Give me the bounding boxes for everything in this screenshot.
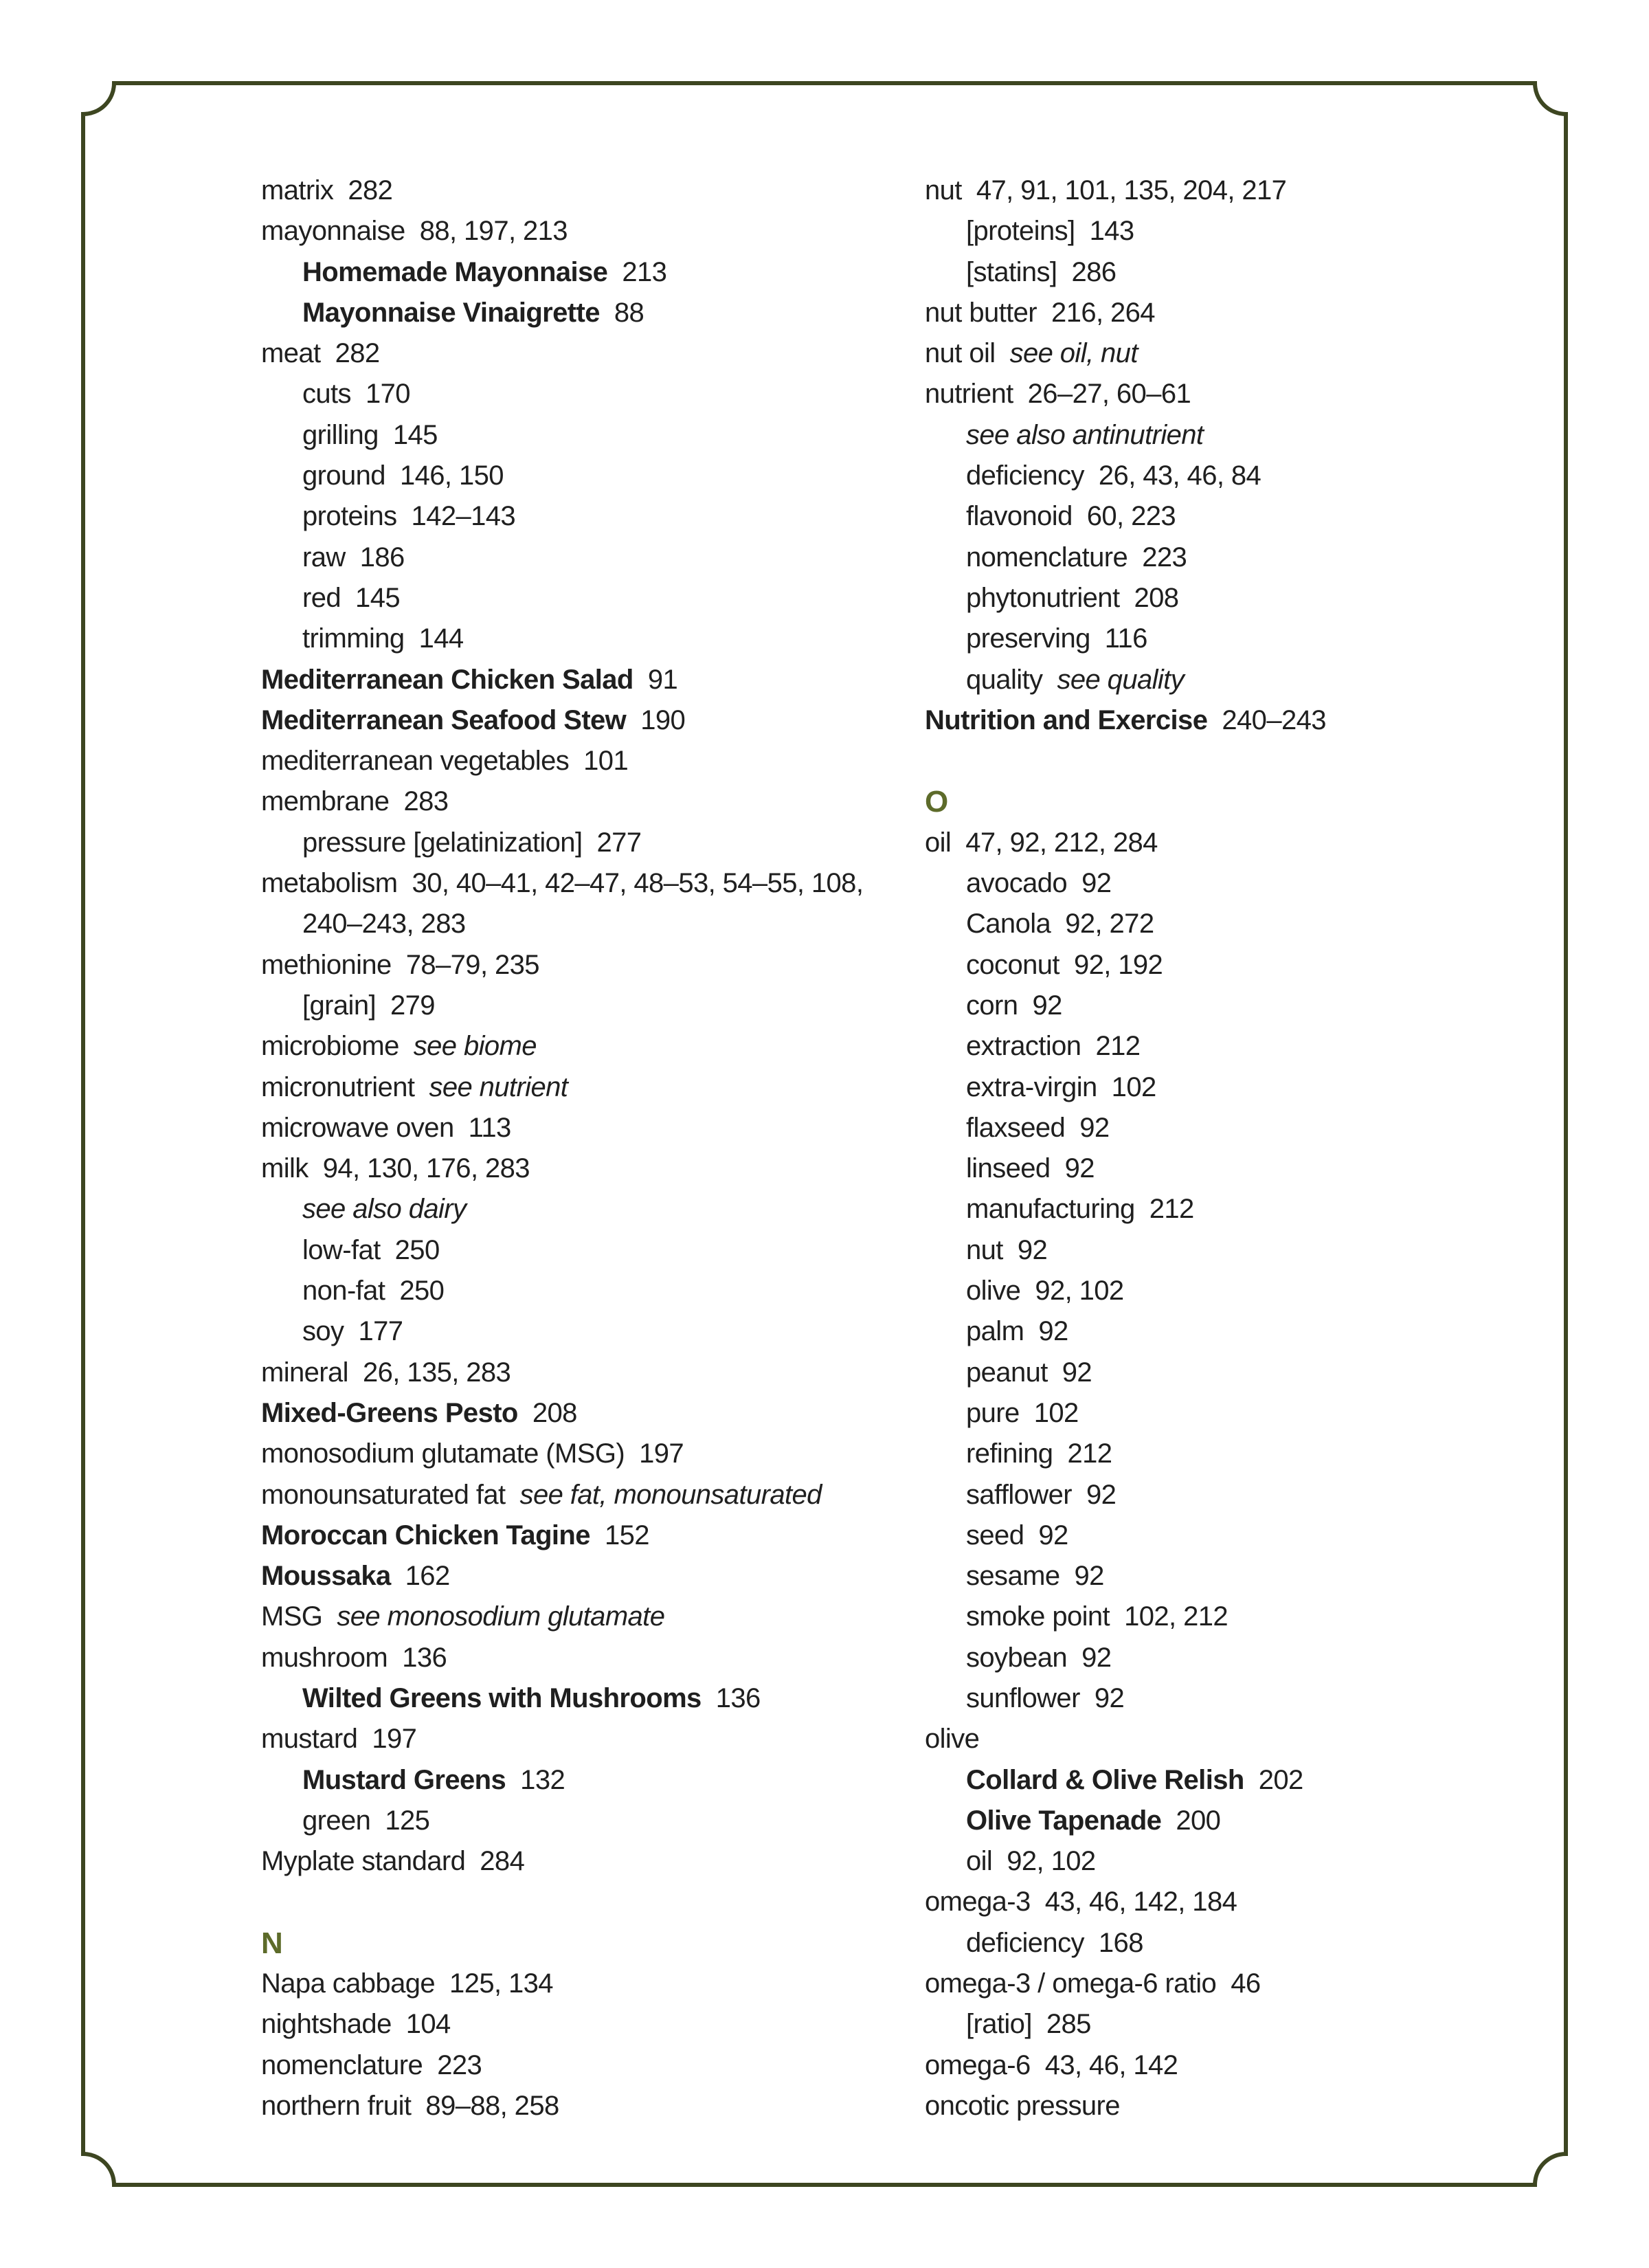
index-subentry (925, 1026, 1584, 1067)
page-references: 92 (1062, 1357, 1092, 1388)
index-subentry (925, 578, 1584, 619)
page-references: 284 (480, 1846, 525, 1877)
index-subentry (261, 1189, 921, 1230)
entry-term: mayonnaise (261, 216, 405, 247)
entry-term: Collard & Olive Relish (966, 1764, 1244, 1795)
index-subentry (261, 496, 921, 537)
entry-term: mineral (261, 1357, 348, 1388)
index-subentry (925, 456, 1584, 496)
page-references: 177 (358, 1316, 403, 1347)
index-entry (261, 1964, 921, 2004)
index-entry (261, 741, 921, 781)
page-references: 101 (583, 746, 629, 777)
page-references: 92, 102 (1007, 1846, 1096, 1877)
index-entry (261, 863, 921, 945)
index-subentry (925, 496, 1584, 537)
entry-term: cuts (302, 379, 351, 410)
page-references: 223 (1142, 542, 1187, 572)
entry-term: seed (966, 1520, 1024, 1550)
page-references: 92 (1081, 1642, 1112, 1673)
index-subentry (925, 1393, 1584, 1434)
page-references: 146, 150 (399, 460, 504, 491)
entry-term: proteins (302, 501, 397, 532)
page-references: 46 (1231, 1968, 1261, 1999)
page-references: 92 (1017, 1234, 1048, 1265)
entry-term: northern fruit (261, 2090, 412, 2121)
page-references: 92 (1081, 868, 1112, 899)
index-subentry (261, 1311, 921, 1352)
page-references: 250 (399, 1276, 445, 1307)
index-subentry (925, 1067, 1584, 1108)
index-subentry (925, 1923, 1584, 1964)
index-subentry (925, 1353, 1584, 1393)
index-entry (925, 700, 1584, 741)
entry-term: quality (966, 664, 1043, 695)
entry-term: nightshade (261, 2009, 392, 2040)
page-references: 104 (405, 2009, 451, 2040)
entry-term: omega-3 / omega-6 ratio (925, 1968, 1217, 1999)
entry-term: Mediterranean Chicken Salad (261, 664, 633, 695)
index-subentry (261, 1760, 921, 1801)
index-subentry (925, 2004, 1584, 2045)
page-references: 92 (1094, 1682, 1125, 1713)
entry-term: mediterranean vegetables (261, 746, 570, 777)
index-subentry (261, 537, 921, 578)
index-entry (261, 1597, 921, 1637)
page-references: 136 (715, 1682, 761, 1713)
index-entry (261, 1434, 921, 1474)
index-entry (261, 170, 921, 211)
entry-term: sunflower (966, 1682, 1080, 1713)
entry-term: see also antinutrient (966, 419, 1204, 450)
page-references: 197 (639, 1438, 684, 1469)
page-references: 78–79, 235 (405, 949, 539, 980)
entry-term: membrane (261, 786, 390, 817)
index-subentry (925, 415, 1584, 456)
page-references: 282 (348, 175, 393, 205)
page-references: 212 (1067, 1438, 1112, 1469)
section-letter-heading: N (261, 1926, 283, 1960)
index-subentry (925, 252, 1584, 293)
page-references: 89–88, 258 (425, 2090, 559, 2121)
entry-term: coconut (966, 949, 1059, 980)
entry-term: metabolism (261, 868, 398, 899)
page-references: 43, 46, 142 (1044, 2049, 1178, 2080)
page-references: 92, 272 (1065, 909, 1154, 940)
page-references: 208 (1134, 582, 1179, 613)
cross-reference: see fat, monounsaturated (519, 1479, 822, 1510)
index-subentry (261, 1230, 921, 1271)
entry-term: micronutrient (261, 1071, 415, 1102)
index-entry (261, 211, 921, 252)
index-entry (925, 1882, 1584, 1922)
entry-term: monounsaturated fat (261, 1479, 506, 1510)
entry-term: refining (966, 1438, 1053, 1469)
entry-term: [statins] (966, 256, 1057, 287)
page-references: 202 (1258, 1764, 1303, 1795)
index-subentry (261, 252, 921, 293)
index-subentry (261, 293, 921, 333)
entry-term: nut (966, 1234, 1003, 1265)
index-subentry (925, 986, 1584, 1026)
index-entry (925, 333, 1584, 374)
entry-term: palm (966, 1316, 1024, 1347)
index-subentry (925, 1271, 1584, 1311)
index-entry (261, 1026, 921, 1067)
entry-term: Canola (966, 909, 1051, 940)
entry-term: oil (925, 827, 952, 858)
index-subentry (925, 1108, 1584, 1148)
page-references: 91 (647, 664, 678, 695)
index-subentry (925, 1148, 1584, 1189)
entry-term: mushroom (261, 1642, 388, 1673)
page-references: 92 (1086, 1479, 1117, 1510)
entry-term: Myplate standard (261, 1846, 466, 1877)
page-references: 143 (1089, 216, 1134, 247)
index-entry (261, 333, 921, 374)
page-references: 250 (394, 1234, 440, 1265)
index-entry (261, 1841, 921, 1882)
page-references: 92, 192 (1073, 949, 1163, 980)
page-references: 282 (335, 338, 380, 369)
cross-reference: see monosodium glutamate (337, 1601, 665, 1632)
index-subentry (925, 1515, 1584, 1556)
page-references: 286 (1071, 256, 1117, 287)
page-references: 102, 212 (1124, 1601, 1229, 1632)
index-subentry (261, 1678, 921, 1719)
cross-reference: see nutrient (429, 1071, 568, 1102)
index-entry (261, 2086, 921, 2126)
index-subentry (261, 1271, 921, 1311)
entry-term: see also dairy (302, 1194, 467, 1225)
entry-term: Moussaka (261, 1561, 391, 1592)
entry-term: [proteins] (966, 216, 1075, 247)
entry-term: microwave oven (261, 1112, 454, 1143)
page-references: 60, 223 (1086, 501, 1176, 532)
index-subentry (261, 415, 921, 456)
entry-term: monosodium glutamate (MSG) (261, 1438, 625, 1469)
entry-term: non-fat (302, 1276, 385, 1307)
index-entry (925, 374, 1584, 414)
cross-reference: see oil, nut (1009, 338, 1138, 369)
entry-term: soybean (966, 1642, 1068, 1673)
entry-term: milk (261, 1153, 309, 1184)
page-references: 145 (392, 419, 438, 450)
entry-term: preserving (966, 623, 1090, 654)
index-entry (261, 700, 921, 741)
entry-term: manufacturing (966, 1194, 1135, 1225)
entry-term: red (302, 582, 341, 613)
page-references: 94, 130, 176, 283 (322, 1153, 530, 1184)
index-subentry (261, 823, 921, 863)
entry-term: Wilted Greens with Mushrooms (302, 1682, 702, 1713)
page-references: 125 (385, 1805, 430, 1836)
index-subentry (925, 1230, 1584, 1271)
entry-term: nutrient (925, 379, 1013, 410)
page-references: 144 (418, 623, 464, 654)
page-references: 283 (403, 786, 449, 817)
entry-term: corn (966, 990, 1018, 1021)
page-references: 26–27, 60–61 (1027, 379, 1191, 410)
entry-term: nut (925, 175, 962, 205)
index-subentry (925, 660, 1584, 700)
entry-term: matrix (261, 175, 334, 205)
page-references: 152 (604, 1520, 649, 1550)
page-references: 47, 92, 212, 284 (965, 827, 1158, 858)
entry-term: raw (302, 542, 346, 572)
page-references: 136 (402, 1642, 447, 1673)
page-references: 142–143 (411, 501, 516, 532)
index-entry (261, 1108, 921, 1148)
index-column-right (925, 170, 1584, 2126)
entry-term: Napa cabbage (261, 1968, 436, 1999)
entry-term: pure (966, 1397, 1020, 1428)
index-entry (261, 1067, 921, 1108)
index-entry (261, 2004, 921, 2045)
index-subentry (261, 986, 921, 1026)
page-references: 88, 197, 213 (419, 216, 568, 247)
page-references: 30, 40–41, 42–47, 48–53, 54–55, 108, 240–243, 283 (302, 868, 864, 940)
page-references: 285 (1046, 2009, 1091, 2040)
index-subentry (925, 1801, 1584, 1841)
entry-term: deficiency (966, 1927, 1084, 1958)
page-references: 170 (366, 379, 410, 410)
index-subentry (925, 863, 1584, 904)
index-subentry (261, 374, 921, 414)
entry-term: microbiome (261, 1031, 399, 1062)
page-references: 216, 264 (1051, 297, 1155, 328)
entry-term: olive (966, 1276, 1021, 1307)
index-subentry (925, 1760, 1584, 1801)
page-references: 92 (1038, 1520, 1068, 1550)
entry-term: smoke point (966, 1601, 1110, 1632)
section-spacer (261, 1882, 921, 1922)
entry-term: methionine (261, 949, 392, 980)
index-subentry (925, 1556, 1584, 1597)
page-references: 162 (405, 1561, 450, 1592)
page-references: 223 (437, 2049, 482, 2080)
index-subentry (925, 1189, 1584, 1230)
page-references: 277 (596, 827, 642, 858)
index-entry (261, 781, 921, 822)
page-references: 102 (1033, 1397, 1079, 1428)
index-subentry (925, 619, 1584, 659)
index-subentry (925, 1638, 1584, 1678)
page-references: 279 (390, 990, 435, 1021)
index-subentry (925, 1597, 1584, 1637)
entry-term: extraction (966, 1031, 1081, 1062)
page-references: 132 (520, 1764, 565, 1795)
page-references: 212 (1095, 1031, 1141, 1062)
index-subentry (925, 945, 1584, 986)
page-references: 208 (532, 1397, 577, 1428)
entry-term: Mixed-Greens Pesto (261, 1397, 518, 1428)
page-references: 213 (622, 256, 667, 287)
entry-term: low-fat (302, 1234, 381, 1265)
page-references: 186 (359, 542, 405, 572)
index-subentry (925, 904, 1584, 944)
entry-term: safflower (966, 1479, 1072, 1510)
page-references: 125, 134 (449, 1968, 553, 1999)
index-column-left (261, 170, 921, 2126)
entry-term: extra-virgin (966, 1071, 1097, 1102)
entry-term: linseed (966, 1153, 1051, 1184)
page-references: 92 (1074, 1561, 1104, 1592)
index-subentry (261, 578, 921, 619)
page-references: 168 (1098, 1927, 1143, 1958)
entry-term: oncotic pressure (925, 2090, 1120, 2121)
page-references: 102 (1111, 1071, 1156, 1102)
index-entry (261, 1638, 921, 1678)
section-letter-heading: O (925, 785, 949, 819)
entry-term: [grain] (302, 990, 376, 1021)
index-entry (925, 823, 1584, 863)
index-subentry (925, 1678, 1584, 1719)
index-subentry (261, 456, 921, 496)
entry-term: [ratio] (966, 2009, 1032, 2040)
page-references: 197 (372, 1724, 417, 1755)
entry-term: nomenclature (261, 2049, 423, 2080)
entry-term: Moroccan Chicken Tagine (261, 1520, 590, 1550)
index-entry (261, 1148, 921, 1189)
index-subentry (925, 1311, 1584, 1352)
index-entry (261, 1393, 921, 1434)
page-references: 92 (1038, 1316, 1068, 1347)
index-entry (261, 2045, 921, 2086)
entry-term: mustard (261, 1724, 358, 1755)
entry-term: omega-6 (925, 2049, 1031, 2080)
entry-term: avocado (966, 868, 1068, 899)
entry-term: nut oil (925, 338, 996, 369)
index-entry (261, 1475, 921, 1515)
page-references: 113 (468, 1112, 511, 1143)
entry-term: grilling (302, 419, 379, 450)
index-subentry (925, 537, 1584, 578)
page-references: 212 (1149, 1194, 1194, 1225)
index-entry (261, 1556, 921, 1597)
page-references: 92 (1079, 1112, 1110, 1143)
entry-term: Nutrition and Exercise (925, 704, 1208, 735)
entry-term: phytonutrient (966, 582, 1120, 613)
page-references: 26, 135, 283 (362, 1357, 511, 1388)
entry-term: flavonoid (966, 501, 1073, 532)
entry-term: deficiency (966, 460, 1084, 491)
entry-term: soy (302, 1316, 344, 1347)
entry-term: Mustard Greens (302, 1764, 506, 1795)
page-references: 92, 102 (1035, 1276, 1124, 1307)
entry-term: olive (925, 1724, 980, 1755)
index-entry (261, 1353, 921, 1393)
entry-term: flaxseed (966, 1112, 1066, 1143)
page-references: 145 (355, 582, 400, 613)
entry-term: MSG (261, 1601, 323, 1632)
entry-term: peanut (966, 1357, 1048, 1388)
cross-reference: see quality (1057, 664, 1185, 695)
index-subentry (925, 1475, 1584, 1515)
index-entry (925, 2086, 1584, 2126)
index-entry (261, 1719, 921, 1759)
section-spacer (925, 741, 1584, 781)
entry-term: Homemade Mayonnaise (302, 256, 608, 287)
index-entry (261, 1515, 921, 1556)
index-entry (925, 1964, 1584, 2004)
index-subentry (925, 1434, 1584, 1474)
page-references: 116 (1104, 623, 1147, 654)
entry-term: meat (261, 338, 321, 369)
index-entry (261, 945, 921, 986)
entry-term: Olive Tapenade (966, 1805, 1162, 1836)
index-entry (261, 660, 921, 700)
page-references: 43, 46, 142, 184 (1044, 1887, 1237, 1917)
page-references: 26, 43, 46, 84 (1098, 460, 1261, 491)
index-subentry (261, 619, 921, 659)
entry-term: nomenclature (966, 542, 1128, 572)
entry-term: Mediterranean Seafood Stew (261, 704, 627, 735)
index-entry (925, 2045, 1584, 2086)
page-references: 92 (1064, 1153, 1095, 1184)
entry-term: oil (966, 1846, 993, 1877)
entry-term: sesame (966, 1561, 1060, 1592)
index-subentry (925, 1841, 1584, 1882)
entry-term: pressure [gelatinization] (302, 827, 583, 858)
entry-term: omega-3 (925, 1887, 1031, 1917)
index-subentry (925, 211, 1584, 252)
index-entry (925, 170, 1584, 211)
entry-term: trimming (302, 623, 405, 654)
page-references: 190 (640, 704, 686, 735)
page-references: 47, 91, 101, 135, 204, 217 (976, 175, 1287, 205)
page-references: 240–243 (1222, 704, 1326, 735)
cross-reference: see biome (413, 1031, 537, 1062)
index-subentry (261, 1801, 921, 1841)
index-entry (925, 293, 1584, 333)
page-references: 92 (1032, 990, 1062, 1021)
entry-term: nut butter (925, 297, 1037, 328)
entry-term: Mayonnaise Vinaigrette (302, 297, 600, 328)
page-references: 88 (614, 297, 644, 328)
entry-term: ground (302, 460, 385, 491)
entry-term: green (302, 1805, 371, 1836)
page-references: 200 (1176, 1805, 1221, 1836)
index-entry (925, 1719, 1584, 1759)
